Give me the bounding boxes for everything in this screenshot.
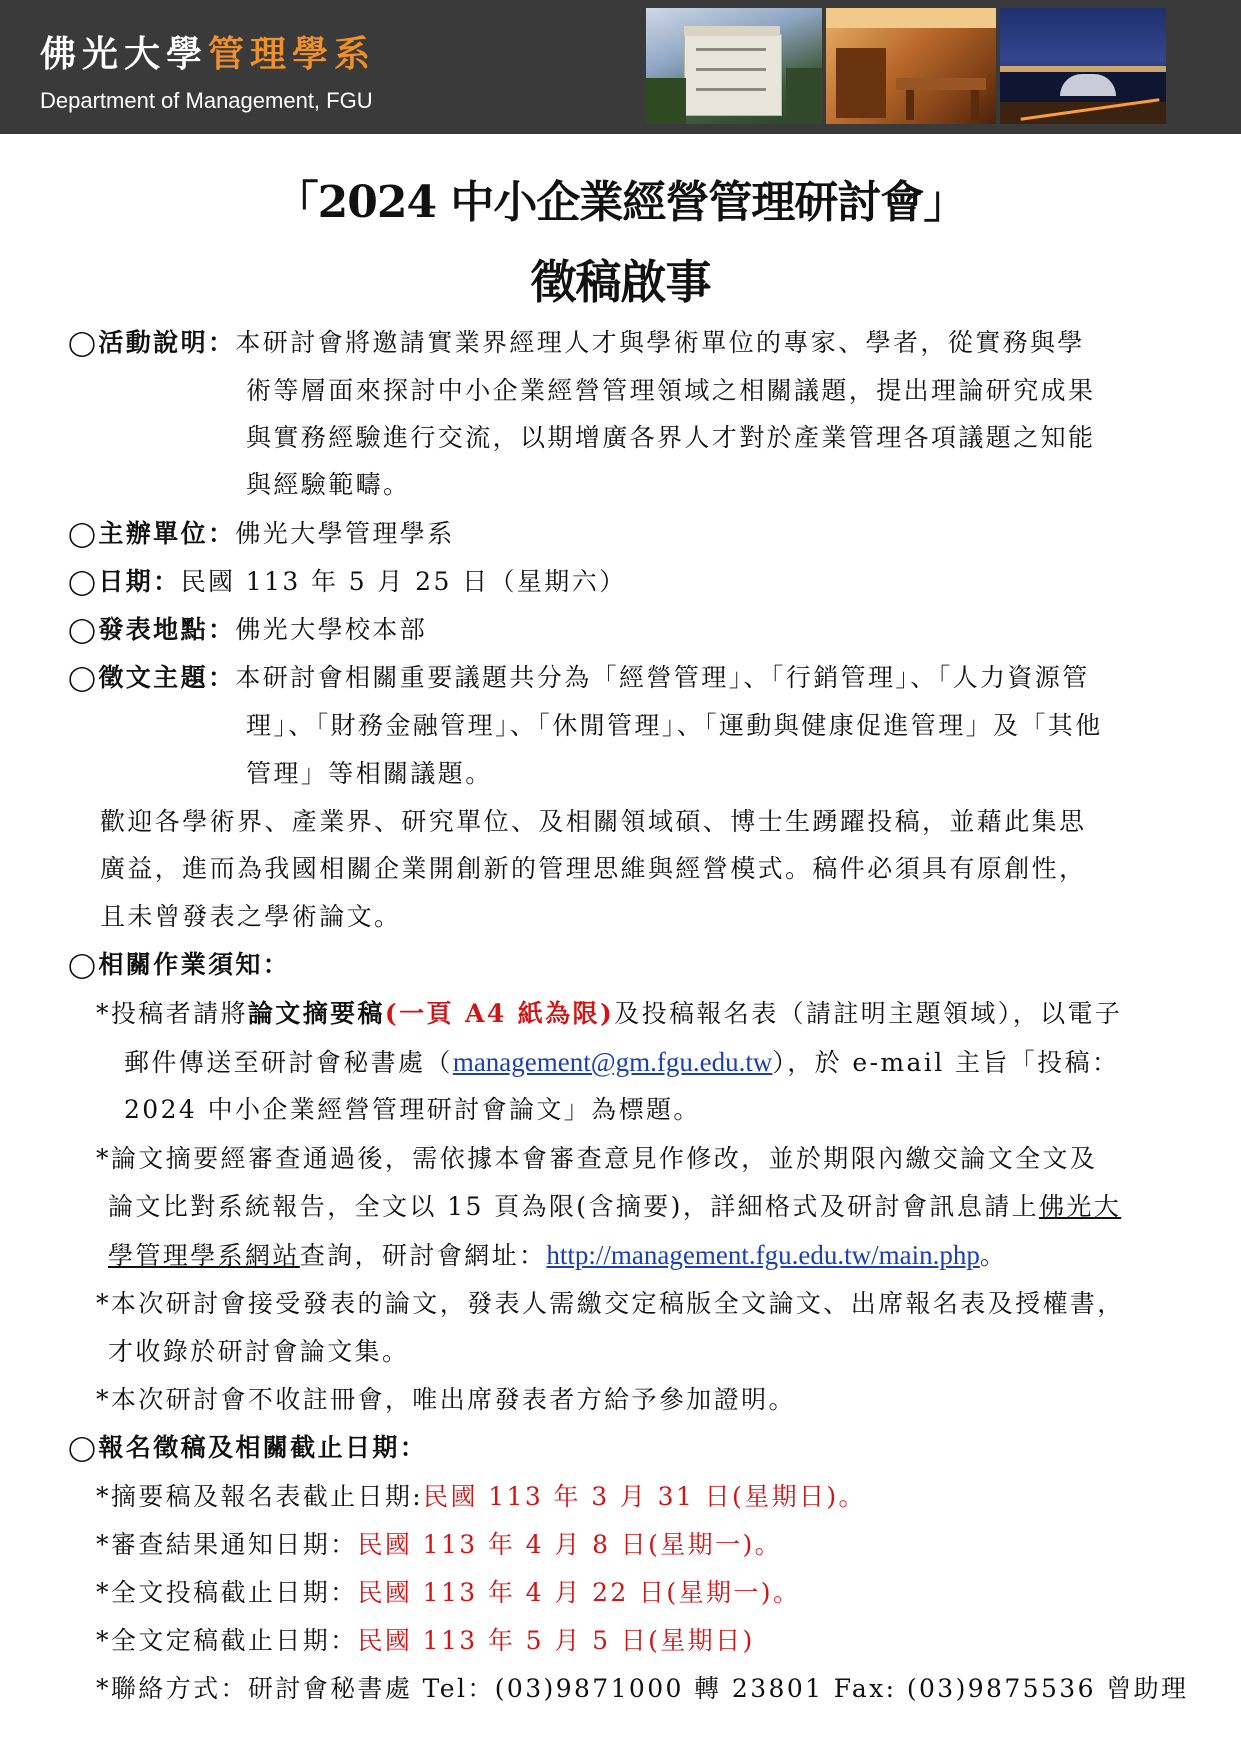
welcome-text-line: 廣益，進而為我國相關企業開創新的管理思維與經營模式。稿件必須具有原創性， (100, 854, 1087, 883)
page-limit-emphasis: (一頁 A4 紙為限) (384, 999, 615, 1028)
note-review-line (108, 1238, 1007, 1273)
notes-label: ◯相關作業須知： (68, 950, 291, 979)
topics-text-line: 本研討會相關重要議題共分為「經營管理」、「行銷管理」、「人力資源管 (235, 663, 1090, 692)
activity-row (68, 326, 1085, 360)
deadlines-label: ◯報名徵稿及相關截止日期： (68, 1433, 428, 1462)
note-text: ），於 e-mail 主旨「投稿： (772, 1048, 1120, 1077)
conference-title: 「2024 中小企業經營管理研討會」 (274, 177, 967, 228)
activity-text-line: 術等層面來探討中小企業經營管理領域之相關議題，提出理論研究成果 (246, 376, 1096, 405)
topics-text-line: 理」、「財務金融管理」、「休閒管理」、「運動與健康促進管理」及「其他 (246, 711, 1103, 740)
date-label: ◯日期： (68, 567, 181, 596)
deadline-date: 民國 113 年 4 月 8 日(星期一)。 (357, 1530, 783, 1559)
department-website-link[interactable]: 學管理學系網站 (108, 1241, 300, 1270)
email-link[interactable]: management@gm.fgu.edu.tw (452, 1047, 773, 1077)
logo-department: 管理學系 (208, 34, 377, 75)
deadline-date: 民國 113 年 4 月 22 日(星期一)。 (357, 1578, 801, 1607)
department-name-en: Department of Management, FGU (40, 88, 373, 113)
date-value: 民國 113 年 5 月 25 日（星期六） (180, 567, 627, 596)
deadline-item (96, 1480, 866, 1514)
venue-label: ◯發表地點： (68, 615, 236, 644)
contact-line: *聯絡方式：研討會秘書處 Tel：(03)9871000 轉 23801 Fax: (03)9875536 曾助理 (96, 1674, 1189, 1703)
logo-university: 佛光大學 (40, 34, 209, 75)
header-banner (0, 0, 1241, 134)
campus-building-photo (646, 8, 822, 124)
deadline-item (96, 1624, 755, 1658)
note-review-line (108, 1190, 1121, 1224)
topics-text-line: 管理」等相關議題。 (246, 759, 493, 788)
deadline-date: 民國 113 年 3 月 31 日(星期日)。 (423, 1482, 866, 1511)
welcome-text-line: 且未曾發表之學術論文。 (100, 902, 402, 931)
note-text: 查詢，研討會網址： (299, 1241, 547, 1270)
note-text: 論文比對系統報告，全文以 15 頁為限(含摘要)，詳細格式及研討會訊息請上 (108, 1192, 1040, 1221)
note-accept-line: 才收錄於研討會論文集。 (108, 1337, 410, 1366)
abstract-emphasis: 論文摘要稿 (247, 999, 385, 1028)
interior-room-photo (826, 8, 996, 124)
note-accept-line: *本次研討會接受發表的論文，發表人需繳交定稿版全文論文、出席報名表及授權書， (96, 1289, 1125, 1318)
department-website-link[interactable]: 佛光大 (1039, 1192, 1122, 1221)
activity-text-line: 與實務經驗進行交流，以期增廣各界人才對於產業管理各項議題之知能 (246, 423, 1096, 452)
note-text: *投稿者請將 (96, 999, 248, 1028)
topics-label: ◯徵文主題： (68, 663, 236, 692)
note-submission-line (124, 1045, 1119, 1080)
note-registration-line: *本次研討會不收註冊會，唯出席發表者方給予參加證明。 (96, 1385, 796, 1414)
deadline-date: 民國 113 年 5 月 5 日(星期日) (357, 1626, 755, 1655)
note-text: 及投稿報名表（請註明主題領域），以電子 (614, 999, 1123, 1028)
note-submission-line (96, 997, 1122, 1031)
date-row (68, 565, 627, 599)
deadline-item (96, 1576, 800, 1610)
note-review-line: *論文摘要經審查通過後，需依據本會審查意見作修改，並於期限內繳交論文全文及 (96, 1144, 1098, 1173)
organizer-value: 佛光大學管理學系 (235, 519, 455, 548)
call-for-papers-heading: 徵稿啟事 (530, 255, 711, 309)
organizer-row (68, 517, 455, 551)
deadline-text: *審查結果通知日期： (96, 1530, 358, 1559)
activity-text-line: 本研討會將邀請實業界經理人才與學術單位的專家、學者，從實務與學 (235, 328, 1085, 357)
deadline-item (96, 1528, 782, 1562)
welcome-text-line: 歡迎各學術界、產業界、研究單位、及相關領域碩、博士生踴躍投稿，並藉此集思 (100, 807, 1087, 836)
topics-row (68, 661, 1090, 695)
night-campus-photo (1000, 8, 1166, 124)
activity-text-line: 與經驗範疇。 (246, 470, 411, 499)
organizer-label: ◯主辦單位： (68, 519, 236, 548)
note-text: 郵件傳送至研討會秘書處（ (124, 1048, 453, 1077)
deadline-text: *全文定稿截止日期： (96, 1626, 358, 1655)
note-text: 。 (979, 1241, 1008, 1270)
conference-url-link[interactable]: http://management.fgu.edu.tw/main.php (546, 1240, 980, 1270)
venue-row (68, 613, 427, 647)
deadline-text: *全文投稿截止日期： (96, 1578, 358, 1607)
venue-value: 佛光大學校本部 (235, 615, 428, 644)
note-submission-line: 2024 中小企業經營管理研討會論文」為標題。 (124, 1095, 701, 1124)
department-logo-zh (40, 26, 376, 77)
activity-label: ◯活動說明： (68, 328, 236, 357)
deadline-text: *摘要稿及報名表截止日期: (96, 1482, 424, 1511)
